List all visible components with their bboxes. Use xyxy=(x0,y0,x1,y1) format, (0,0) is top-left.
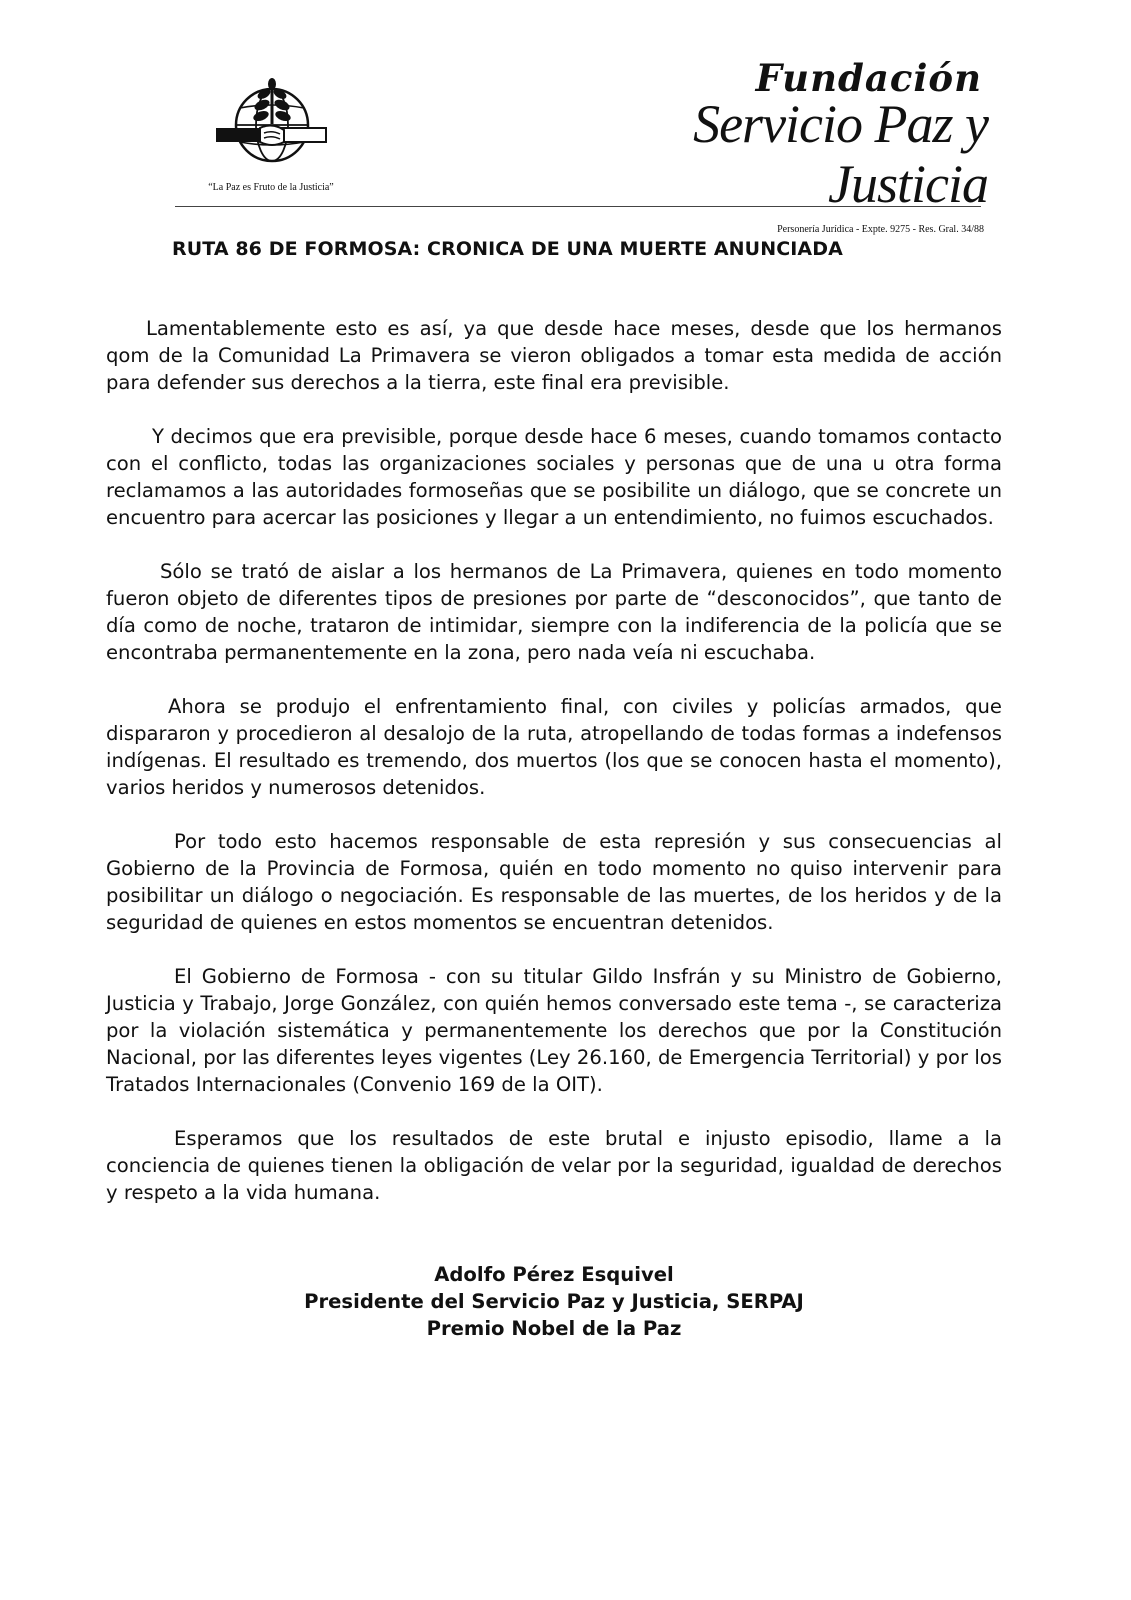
paragraph: Y decimos que era previsible, porque desde hace 6 meses, cuando tomamos contacto con el conflicto, todas las organizaciones sociales y personas que de una u otra forma reclamamos a las autoridades formoseñas que se posibilite un diálogo, que se concrete un encuentro para acercar las posiciones y llegar a un entendimiento, no fuimos escuchados. xyxy=(106,425,1002,529)
organization-header xyxy=(598,56,988,235)
document-title: RUTA 86 DE FORMOSA: CRONICA DE UNA MUERTE ANUNCIADA xyxy=(172,238,843,260)
paragraph: El Gobierno de Formosa - con su titular Gildo Insfrán y su Ministro de Gobierno, Justicia y Trabajo, Jorge González, con quién hemos conversado este tema -, se caracteriza por la violación sistemática y permanentemente los derechos que por la Constitución Nacional, por las diferentes leyes vigentes (Ley 26.160, de Emergencia Territorial) y por los Tratados Internacionales (Convenio 169 de la OIT). xyxy=(106,965,1002,1096)
globe-hands-icon xyxy=(212,78,330,172)
paragraph: Por todo esto hacemos responsable de esta represión y sus consecuencias al Gobierno de la Provincia de Formosa, quién en todo momento no quiso intervenir para posibilitar un diálogo o negociación. Es responsable de las muertes, de los heridos y de la seguridad de quienes en estos momentos se encuentran detenidos. xyxy=(106,830,1002,934)
paragraph: Ahora se produjo el enfrentamiento final, con civiles y policías armados, que dispararon y procedieron al desalojo de la ruta, atropellando de todas formas a indefensos indígenas. El resultado es tremendo, dos muertos (los que se conocen hasta el momento), varios heridos y numerosos detenidos. xyxy=(106,695,1002,799)
header-divider xyxy=(175,206,981,207)
organization-logo xyxy=(196,78,346,193)
signatory-name: Adolfo Pérez Esquivel xyxy=(434,1263,674,1286)
foundation-label: Fundación xyxy=(755,56,982,100)
letter-body xyxy=(106,315,1002,1233)
signatory-award: Premio Nobel de la Paz xyxy=(426,1317,682,1340)
signature-block xyxy=(106,1261,1002,1342)
legal-registration: Personería Jurídica - Expte. 9275 - Res. Gral. 34/88 xyxy=(777,224,984,235)
logo-motto: “La Paz es Fruto de la Justicia” xyxy=(208,182,334,193)
paragraph: Sólo se trató de aislar a los hermanos de La Primavera, quienes en todo momento fueron objeto de diferentes tipos de presiones por parte de “desconocidos”, que tanto de día como de noche, trataron de intimidar, siempre con la indiferencia de la policía que se encontraba permanentemente en la zona, pero nada veía ni escuchaba. xyxy=(106,560,1002,664)
organization-name: Servicio Paz y Justicia xyxy=(693,94,988,214)
paragraph: Lamentablemente esto es así, ya que desde hace meses, desde que los hermanos qom de la Comunidad La Primavera se vieron obligados a tomar esta medida de acción para defender sus derechos a la tierra, este final era previsible. xyxy=(106,317,1002,394)
signatory-role: Presidente del Servicio Paz y Justicia, SERPAJ xyxy=(304,1290,804,1313)
paragraph: Esperamos que los resultados de este brutal e injusto episodio, llame a la conciencia de quienes tienen la obligación de velar por la seguridad, igualdad de derechos y respeto a la vida humana. xyxy=(106,1127,1002,1204)
